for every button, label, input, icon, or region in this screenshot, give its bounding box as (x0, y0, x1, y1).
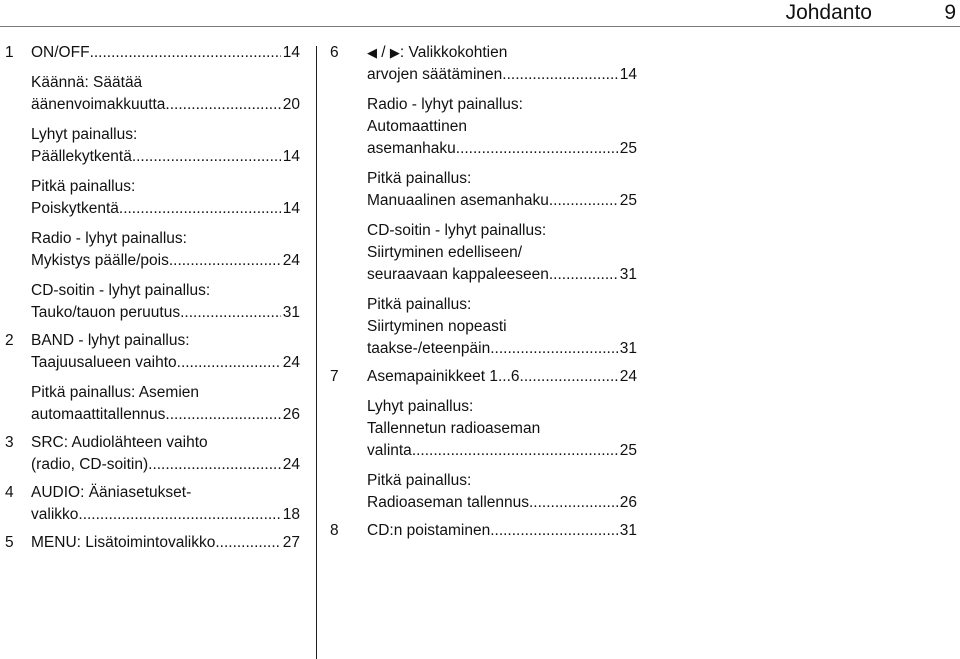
control-name: CD-soitin (367, 222, 431, 239)
list-item (0, 482, 300, 526)
leader-dots (529, 492, 618, 514)
leader-dots (177, 352, 281, 374)
list-subitem (367, 94, 637, 160)
list-subitem (31, 228, 300, 272)
item-text: Tauko/tauon peruutus (31, 304, 181, 321)
item-text: : Audiolähteen vaihto (63, 434, 208, 451)
page-ref: 25 (619, 192, 637, 209)
page-ref: 31 (282, 304, 300, 321)
page-ref: 27 (282, 534, 300, 551)
item-text: - lyhyt painallus: (94, 282, 211, 299)
leader-dots (148, 454, 281, 476)
item-text: Pitkä painallus: (367, 472, 472, 489)
leader-dots (520, 366, 618, 388)
list-item (327, 366, 637, 388)
control-name: BAND (31, 332, 75, 349)
page-ref: 24 (619, 368, 637, 385)
page-ref: 25 (619, 442, 637, 459)
list-subitem (367, 220, 637, 286)
item-number: 8 (330, 522, 339, 539)
item-text: CD:n poistaminen (367, 522, 491, 539)
item-text: Mykistys päälle/pois (31, 252, 169, 269)
page-ref: 31 (619, 522, 637, 539)
right-arrow-icon: ▶ (389, 45, 400, 60)
item-text: Pitkä painallus: (31, 178, 136, 195)
leader-dots (456, 138, 618, 160)
control-name: Radio (31, 230, 72, 247)
leader-dots (502, 64, 617, 86)
item-text: arvojen säätäminen (367, 66, 503, 83)
item-text: Radioaseman tallennus (367, 494, 529, 511)
item-text: valinta (367, 442, 412, 459)
control-name: SRC (31, 434, 64, 451)
leader-dots (169, 250, 281, 272)
leader-dots (165, 94, 280, 116)
control-name: AUDIO (31, 484, 81, 501)
item-number: 6 (330, 44, 339, 61)
control-name: ON/OFF (31, 44, 90, 61)
item-text: automaattitallennus (31, 406, 166, 423)
leader-dots (90, 42, 281, 64)
list-subitem (367, 294, 637, 360)
item-text: - lyhyt painallus: (71, 230, 187, 247)
chapter-title: Johdanto (785, 1, 872, 24)
item-text: valikko (31, 506, 79, 523)
leader-dots (549, 264, 618, 286)
item-text: Lyhyt painallus: (367, 398, 474, 415)
item-text: Siirtyminen edelliseen/ (367, 244, 523, 261)
column-divider (316, 46, 317, 659)
item-number: 7 (330, 368, 339, 385)
page-ref: 14 (282, 148, 300, 165)
item-text: (radio, CD-soitin) (31, 456, 149, 473)
leader-dots (490, 338, 618, 360)
page-ref: 14 (619, 66, 637, 83)
item-text: Siirtyminen nopeasti (367, 318, 507, 335)
item-text: Manuaalinen asemanhaku (367, 192, 549, 209)
leader-dots (549, 190, 618, 212)
leader-dots (165, 404, 280, 426)
item-number: 5 (5, 534, 14, 551)
item-text: asemanhaku (367, 140, 456, 157)
slash-text: / (377, 44, 390, 61)
list-item (0, 432, 300, 476)
item-number: 3 (5, 434, 14, 451)
item-text: Poiskytkentä (31, 200, 119, 217)
column-left (0, 42, 300, 560)
list-subitem (31, 72, 300, 116)
item-text: Käännä: Säätää (31, 74, 143, 91)
leader-dots (412, 440, 618, 462)
list-subitem (367, 470, 637, 514)
item-text: Taajuusalueen vaihto (31, 354, 177, 371)
list-item (327, 42, 637, 86)
page-header (0, 0, 960, 30)
leader-dots (119, 198, 281, 220)
list-item (0, 42, 300, 64)
list-subitem (31, 176, 300, 220)
item-text: - lyhyt painallus: (74, 332, 190, 349)
leader-dots (132, 146, 281, 168)
list-subitem (31, 280, 300, 324)
item-text: : Ääniasetukset- (80, 484, 192, 501)
item-text: Pitkä painallus: (367, 170, 472, 187)
item-text: Asemapainikkeet 1...6 (367, 368, 520, 385)
item-text: - lyhyt painallus: (430, 222, 547, 239)
item-text: Pitkä painallus: (367, 296, 472, 313)
page-ref: 26 (619, 494, 637, 511)
list-item (0, 330, 300, 374)
item-text: Pitkä painallus: Asemien (31, 384, 200, 401)
item-text: taakse-/eteenpäin (367, 340, 491, 357)
item-number: 2 (5, 332, 14, 349)
page-ref: 31 (619, 340, 637, 357)
page-number: 9 (944, 1, 956, 24)
page-ref: 20 (282, 96, 300, 113)
list-item (327, 520, 637, 542)
leader-dots (78, 504, 280, 526)
leader-dots (215, 532, 280, 554)
item-text: - lyhyt painallus: (407, 96, 523, 113)
column-right (327, 42, 637, 548)
page-ref: 14 (282, 44, 300, 61)
leader-dots (180, 302, 281, 324)
page-ref: 24 (282, 456, 300, 473)
item-number: 1 (5, 44, 14, 61)
page-ref: 18 (282, 506, 300, 523)
item-text: Lyhyt painallus: (31, 126, 138, 143)
list-item (0, 532, 300, 554)
item-text: seuraavaan kappaleeseen (367, 266, 549, 283)
page-ref: 24 (282, 354, 300, 371)
left-arrow-icon: ◀ (367, 45, 377, 60)
item-text: äänenvoimakkuutta (31, 96, 166, 113)
page-ref: 14 (282, 200, 300, 217)
item-text: Päällekytkentä (31, 148, 132, 165)
control-name: CD-soitin (31, 282, 95, 299)
list-subitem (367, 396, 637, 462)
control-name: Radio (367, 96, 408, 113)
item-text: Automaattinen (367, 118, 467, 135)
page-ref: 25 (619, 140, 637, 157)
page-ref: 31 (619, 266, 637, 283)
item-text: : Valikkokohtien (399, 44, 508, 61)
item-text: : Lisätoimintovalikko (76, 534, 216, 551)
page-ref: 26 (282, 406, 300, 423)
page-ref: 24 (282, 252, 300, 269)
leader-dots (490, 520, 618, 542)
control-name: MENU (31, 534, 77, 551)
list-subitem (367, 168, 637, 212)
item-number: 4 (5, 484, 14, 501)
list-subitem (31, 382, 300, 426)
header-rule (0, 26, 960, 27)
list-subitem (31, 124, 300, 168)
item-text: Tallennetun radioaseman (367, 420, 541, 437)
